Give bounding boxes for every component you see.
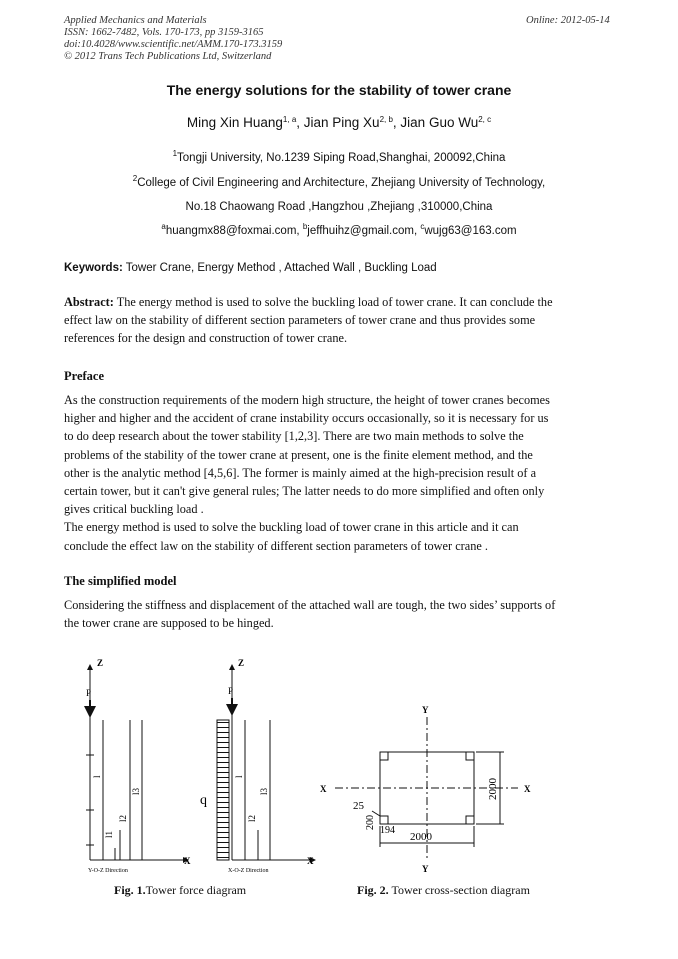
keywords-text: Tower Crane, Energy Method , Attached Wall , Buckling Load [122,262,437,274]
z-label-left: Z [97,658,104,668]
model-heading: The simplified model [64,574,177,588]
abstract-label: Abstract: [64,295,114,309]
paper-title: The energy solutions for the stability of tower crane [166,82,512,98]
y-label-bottom: Y [422,864,429,874]
email-b[interactable]: jeffhuihz@gmail.com, [307,225,421,237]
journal-name: Applied Mechanics and Materials [64,15,207,26]
fig1-right-diagram [200,658,315,874]
aff1-sup: 1 [172,149,178,158]
preface-heading: Preface [64,369,105,383]
aff2-sup: 2 [132,174,138,183]
chord-top-left [380,752,388,760]
q-label: q [200,793,207,808]
preface-line: conclude the effect law on the stability of different section parameters of tower crane . [64,538,488,553]
preface-line: other is the analytic method [4,5,6]. The former is mainly aimed at the high-precision result of a [64,465,537,480]
dim-label-200: 200 [365,815,376,830]
chord-bottom-left [380,816,388,824]
label-l3-right: l3 [259,787,269,795]
fig1-caption-label: Fig. 1. [114,883,146,897]
fig1-left-diagram [86,658,191,874]
copyright-line: © 2012 Trans Tech Publications Ltd, Switzerland [64,51,272,62]
aff1-text: Tongji University, No.1239 Siping Road,Shanghai, 200092,China [177,152,506,164]
dim-label-2000-horizontal: 2000 [410,831,432,843]
doi-line[interactable]: doi:10.4028/www.scientific.net/AMM.170-173.3159 [64,39,283,50]
direction-label-right: X-O-Z Direction [228,868,269,874]
aff2-text-line1: College of Civil Engineering and Architecture, Zhejiang University of Technology, [137,177,546,189]
preface-line: gives critical buckling load . [64,502,204,517]
abstract-line-3: references for the design and construction of tower crane. [64,331,348,346]
dim-label-194: 194 [380,825,395,836]
online-date: Online: 2012-05-14 [526,15,610,26]
fig2-cross-section [320,705,531,874]
x-label-right-fig2: X [524,784,531,794]
label-l: l [92,775,102,778]
fig2-caption [357,883,530,898]
preface-line: As the construction requirements of the modern high structure, the height of tower cranes becomes [64,393,550,407]
preface-line: The energy method is used to solve the buckling load of tower crane in this article and it can [64,520,519,535]
fig1-caption-text: Tower force diagram [145,883,247,897]
keywords-label: Keywords: [64,262,123,274]
model-line: the tower crane are supposed to be hinged. [64,616,274,631]
dim-label-2000-vertical: 2000 [487,778,499,800]
author-3-sup: 2, c [478,115,492,124]
email-a[interactable]: huangmx88@foxmai.com, [165,225,303,237]
email-a-sup: a [161,222,166,231]
abstract-line-2: effect law on the stability of different section parameters of tower crane and thus provides some [64,313,536,328]
model-line: Considering the stiffness and displacement of the attached wall are tough, the two sides’ supports of [64,598,556,612]
label-l2-right: l2 [247,814,257,822]
fig2-caption-text: Tower cross-section diagram [388,883,530,897]
x-label-left: X [184,856,191,866]
email-c-sup: c [420,222,425,231]
abstract-line1-text: The energy method is used to solve the buckling load of tower crane. It can conclude the [113,295,553,309]
email-b-sup: b [302,222,308,231]
affiliation-2-line2: No.18 Chaowang Road ,Hangzhou ,Zhejiang ,310000,China [185,201,493,213]
label-l3: l3 [131,787,141,795]
fig2-caption-label: Fig. 2. [357,883,389,897]
label-l-right: l [234,775,244,778]
x-label-left-fig2: X [320,784,327,794]
author-2-sup: 2, b [379,115,393,124]
author-1-sup: 1, a [282,115,297,124]
dim-label-25: 25 [353,800,364,812]
x-label-right: X [307,856,314,866]
email-c[interactable]: wujg63@163.com [424,225,517,237]
preface-line: problems of the stability of the tower crane at present, one is the finite element method, and the [64,447,533,462]
chord-top-right [466,752,474,760]
direction-label-left: Y-O-Z Direction [88,868,128,874]
p-label-left: P [86,688,92,698]
z-label-right: Z [238,658,245,668]
distributed-load-q [217,720,229,860]
author-1: Ming Xin Huang [186,115,283,130]
label-l1: l1 [104,830,114,838]
label-l2: l2 [118,814,128,822]
author-3: , Jian Guo Wu [392,115,479,130]
preface-line: to do deep research about the tower stability [1,2,3]. There are two main methods to solve the [64,429,524,444]
preface-line: higher and higher and the accident of crane instability occurs occasionally, so it is necessary for us [64,411,549,426]
author-2: , Jian Ping Xu [296,115,380,130]
fig1-caption [114,883,246,898]
y-label-top: Y [422,705,429,715]
issn-line: ISSN: 1662-7482, Vols. 170-173, pp 3159-3165 [64,27,264,38]
preface-line: certain tower, but it can't give general rules; The latter needs to do more simplified and often only [64,484,545,499]
chord-bottom-right [466,816,474,824]
p-label-right: P [228,686,234,696]
